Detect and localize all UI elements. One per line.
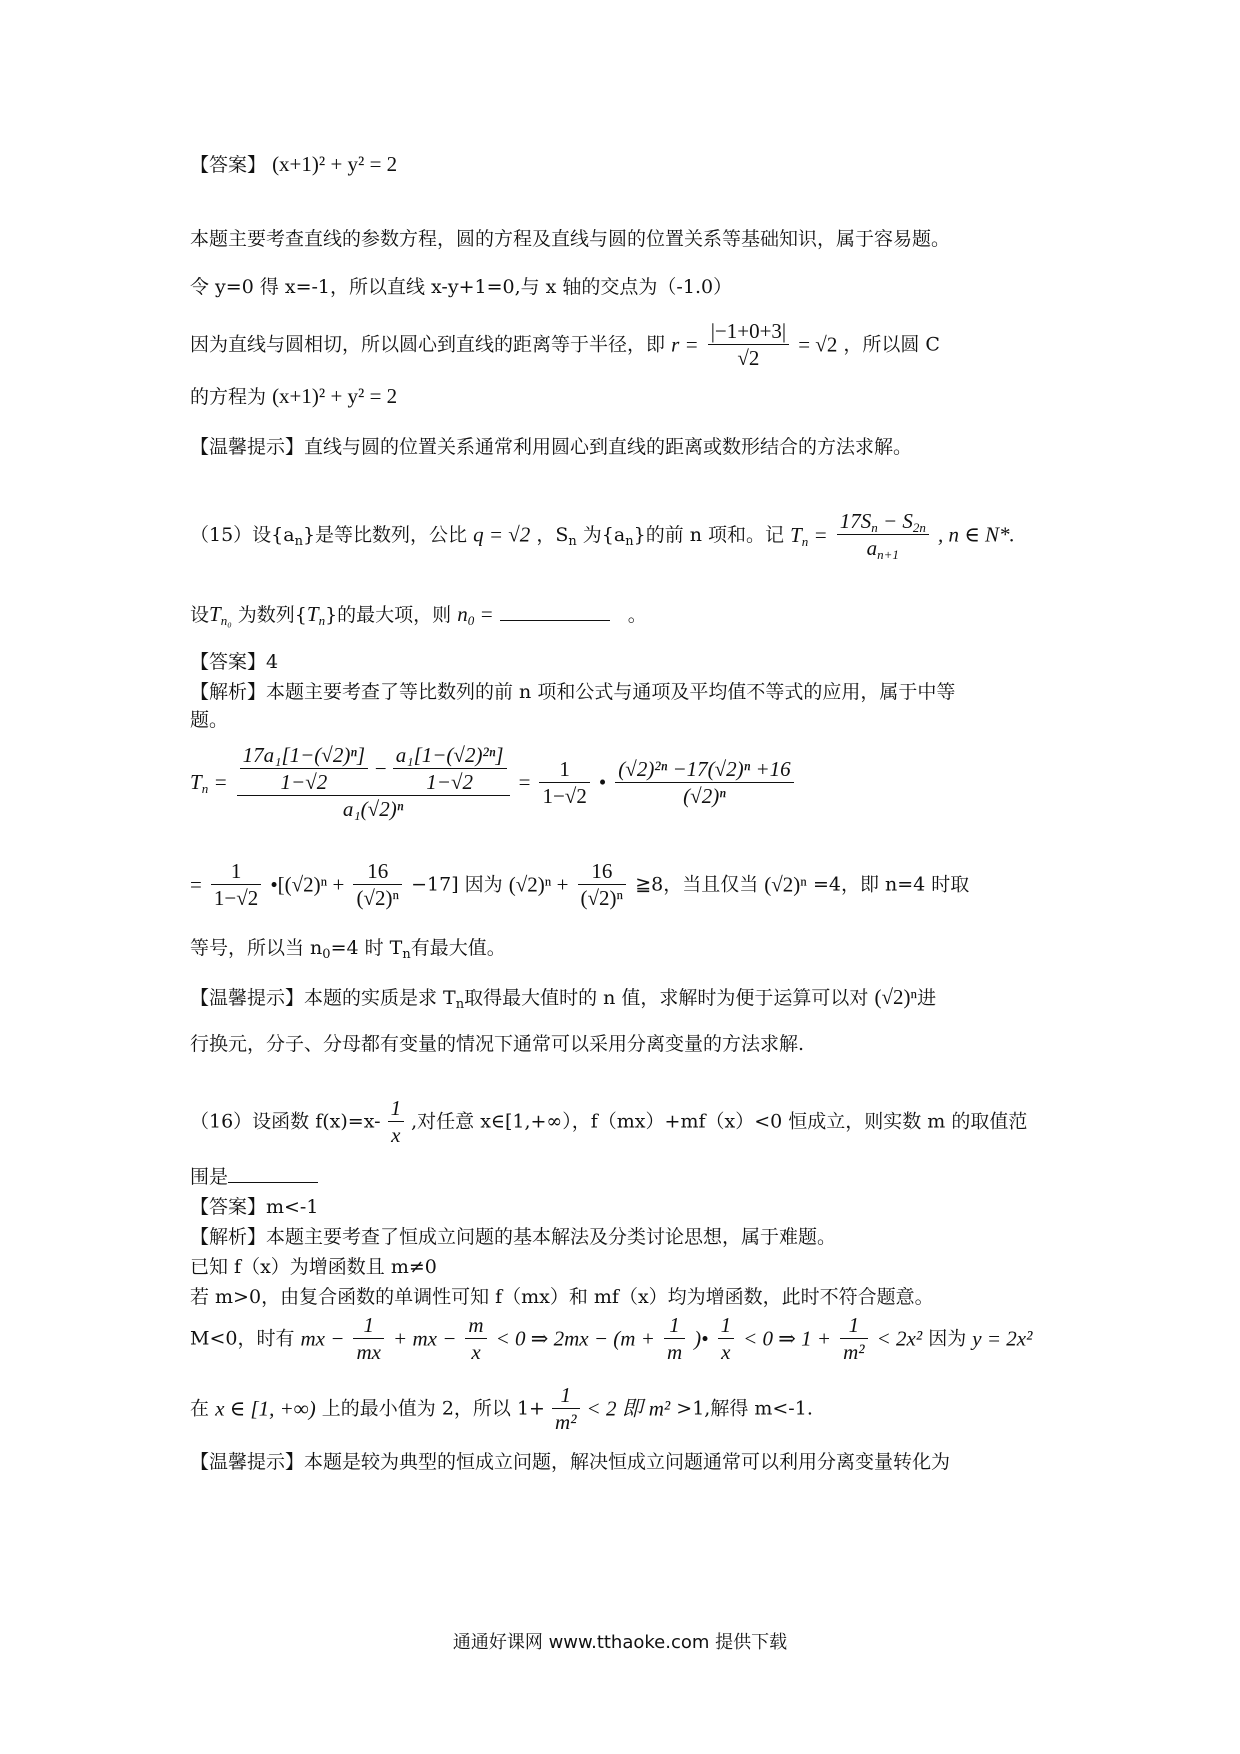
radius-symbol: r =	[671, 332, 699, 357]
sixteen-fraction: $\frac{16}{\text{(√2)ⁿ}}$	[353, 858, 402, 911]
analysis-label: 【解析】	[190, 1226, 267, 1248]
compound-numerator: $\frac{\text{17a₁[1−(√2)ⁿ]}}{1-√2}$ − $\frac{\text{a₁[1−(√2)²ⁿ]}}{1-√2}$	[237, 742, 510, 796]
tn-definition-fraction	[837, 508, 929, 561]
q16-conclusion: 在 x ∈ [1, +∞) 上的最小值为 2，所以 1+ $\frac{1}{\text{m²}}$ < 2 即 m² >1,解得 m<-1.	[190, 1383, 813, 1434]
page-footer: 通通好课网 www.tthaoke.com 提供下载	[452, 1632, 788, 1653]
tn-symbol: $T_n$ =	[790, 522, 828, 549]
q16-inequality-chain: M<0，时有 mx − $\frac{1}{mx}$ + mx − $\frac{m}{x}$ < 0 ⇒ 2mx − (m + $\frac{1}{m}$ )• $\frac{1}{x}$ < 0 ⇒ 1 + $\frac{1}{\text{m²}}$ < 2x² 因为 y = 2x²	[190, 1313, 1033, 1364]
tn-derivation-formula: $T_n$ = $\frac{\text{17a₁[1−(√2)ⁿ]}}{1-√2}$ − $\frac{\text{a₁[1−(√2)²ⁿ]}}{1-√2}$ a₁(√2)ⁿ = $\frac{1}{1-√2}$ • $\frac{\text{(√2)²ⁿ −17(√2)ⁿ +16}}{\text{(√2)ⁿ}}$	[190, 742, 1060, 852]
q14-answer-line	[190, 150, 1060, 179]
q15-stem-text: （15）设$\{a_n\}$是等比数列，公比	[190, 523, 468, 549]
q16-line3: 已知 f（x）为增函数且 m≠0	[190, 1256, 437, 1278]
q16-answer: 【答案】m<-1	[190, 1196, 319, 1218]
fraction-1-over-x: $\frac{1}{x}$	[718, 1312, 735, 1365]
fraction-numerator: |−1+0+3|	[708, 318, 789, 345]
tip-label: 【温馨提示】	[190, 436, 305, 458]
tip-label: 【温馨提示】	[190, 987, 305, 1009]
tip-text: 本题是较为典型的恒成立问题，解决恒成立问题通常可以利用分离变量转化为	[304, 1451, 951, 1473]
reciprocal-fraction: $\frac{1}{x}$	[388, 1095, 405, 1148]
analysis-text: 本题主要考查了等比数列的前 n 项和公式与通项及平均值不等式的应用，属于中等	[266, 681, 956, 703]
q16-stem-cont: 围是	[190, 1163, 1060, 1191]
answer-expression: (x+1)² + y² = 2	[272, 152, 398, 176]
q15-analysis-cont: 题。	[190, 709, 229, 731]
step2-text: 因为直线与圆相切，所以圆心到直线的距离等于半径，即	[190, 333, 666, 356]
q14-step3	[190, 382, 1060, 411]
q15-conclusion: 等号，所以当 $n_0=4$ 时 $T_n$有最大值。	[190, 937, 506, 962]
fraction-numerator: $17S_n - S_{2n}$	[837, 508, 929, 535]
distance-fraction	[708, 318, 789, 371]
compound-denominator: a₁(√2)ⁿ	[342, 797, 404, 821]
q16-line4: 若 m>0，由复合函数的单调性可知 f（mx）和 mf（x）均为增函数，此时不符合题意。	[190, 1286, 934, 1308]
answer-blank	[500, 620, 610, 621]
analysis-text: 本题主要考查了恒成立问题的基本解法及分类讨论思想，属于难题。	[266, 1226, 837, 1248]
factor-fraction: $\frac{1}{1-√2}$	[539, 756, 589, 809]
tip-text: 直线与圆的位置关系通常利用圆心到直线的距离或数形结合的方法求解。	[304, 436, 913, 458]
q14-tip	[190, 433, 1060, 461]
q15-stem	[190, 508, 1060, 578]
step2-tail: ，所以圆 C	[843, 333, 940, 356]
fraction-1-over-m: $\frac{1}{m}$	[664, 1312, 685, 1365]
step3-text: 的方程为	[190, 386, 267, 408]
circle-equation: (x+1)² + y² = 2	[272, 384, 398, 408]
q15-tip: 【温馨提示】本题的实质是求 $T_n$取得最大值时的 n 值，求解时为便于运算可以对 (√2)ⁿ进	[190, 985, 937, 1012]
q15-answer: 【答案】4	[190, 651, 279, 673]
q16-tip	[190, 1448, 1060, 1476]
tn-lhs: $T_n$ =	[190, 770, 228, 796]
q14-step2	[190, 318, 1060, 384]
sixteen-fraction-2: $\frac{16}{\text{(√2)ⁿ}}$	[578, 858, 627, 911]
answer-label: 【答案】	[190, 154, 267, 176]
analysis-label: 【解析】	[190, 681, 267, 703]
q15-formula-line2: = $\frac{1}{1-√2}$ •[(√2)ⁿ + $\frac{16}{\text{(√2)ⁿ}}$ −17] 因为 (√2)ⁿ + $\frac{16}{\text{(√2)ⁿ}}$ ≧8，当且仅当 (√2)ⁿ =4，即 n=4 时取	[190, 859, 970, 910]
tip-label: 【温馨提示】	[190, 1451, 305, 1473]
factor-fraction-2: $\frac{1}{1-√2}$	[211, 858, 261, 911]
n-domain: , n ∈ N*.	[937, 522, 1015, 547]
fraction-1-over-mx: $\frac{1}{mx}$	[353, 1312, 384, 1365]
q16-analysis	[190, 1223, 1060, 1251]
radius-value: = √2	[798, 332, 838, 357]
q15-tip-cont: 行换元，分子、分母都有变量的情况下通常可以采用分离变量的方法求解.	[190, 1033, 805, 1055]
q15-analysis	[190, 678, 1060, 706]
q15-stem-text2: ，$S_n$ 为$\{a_n\}$的前 n 项和。记	[536, 523, 785, 549]
quotient-fraction: $\frac{\text{(√2)²ⁿ −17(√2)ⁿ +16}}{\text{(√2)ⁿ}}$	[615, 756, 793, 809]
compound-fraction	[237, 742, 510, 822]
fraction-denominator: $a_{n+1}$	[866, 536, 899, 562]
ratio-q: q = √2	[473, 522, 531, 547]
fraction-1-over-m2: $\frac{1}{\text{m²}}$	[840, 1312, 867, 1365]
q14-step1: 令 y=0 得 x=-1，所以直线 x-y+1=0,与 x 轴的交点为（-1.0）	[190, 276, 733, 298]
fraction-m-over-x: $\frac{m}{x}$	[465, 1312, 486, 1365]
q16-stem: （16）设函数 f(x)=x- $\frac{1}{x}$ ,对任意 x∈[1,+∞），f（mx）+mf（x）<0 恒成立，则实数 m 的取值范	[190, 1096, 1028, 1147]
q14-intro: 本题主要考查直线的参数方程，圆的方程及直线与圆的位置关系等基础知识，属于容易题。	[190, 228, 951, 250]
q15-question: 设$T_{n_0}$ 为数列$\{T_n\}$的最大项，则 $n_0$ = 。	[190, 602, 647, 628]
fraction-1-over-m2-b: $\frac{1}{\text{m²}}$	[552, 1382, 579, 1435]
answer-blank	[228, 1182, 318, 1183]
fraction-denominator: √2	[737, 346, 760, 370]
